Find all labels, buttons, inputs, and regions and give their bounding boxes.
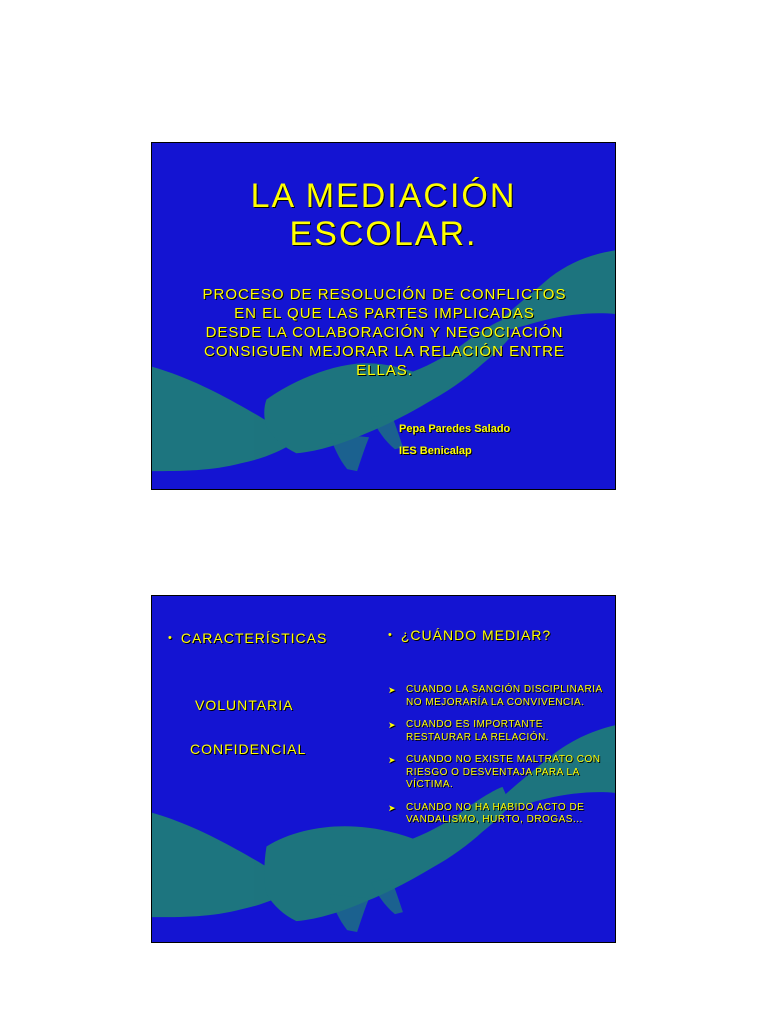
list-item-text: CUANDO LA SANCIÓN DISCIPLINARIA NO MEJORARÍA LA CONVIVENCIA. (406, 684, 603, 708)
list-item-text: CUANDO ES IMPORTANTE RESTAURAR LA RELACIÓN. (406, 719, 550, 743)
when-to-mediate-heading (388, 627, 551, 643)
list-item (388, 719, 603, 744)
bullet-dot-icon: • (388, 629, 393, 641)
list-item (388, 684, 603, 709)
subtitle-line: PROCESO DE RESOLUCIÓN DE CONFLICTOS (202, 286, 567, 303)
characteristic-item: CONFIDENCIAL (190, 741, 307, 757)
arrow-right-icon: ➤ (388, 720, 397, 730)
arrow-right-icon: ➤ (388, 802, 397, 813)
title-line-1: LA MEDIACIÓN (250, 177, 517, 215)
characteristics-heading-text: CARACTERÍSTICAS (180, 630, 328, 646)
subtitle-line: DESDE LA COLABORACIÓN Y NEGOCIACIÓN (205, 324, 564, 341)
author-school: IES Benicalap (399, 445, 472, 457)
subtitle-line: EN EL QUE LAS PARTES IMPLICADAS (234, 305, 535, 322)
when-heading-text: ¿CUÁNDO MEDIAR? (400, 627, 552, 643)
author-name: Pepa Paredes Salado (399, 423, 511, 435)
title-line-2: ESCOLAR. (289, 215, 478, 253)
bullet-dot-icon: • (168, 632, 173, 644)
when-to-mediate-list (388, 684, 603, 827)
characteristics-heading (168, 630, 327, 646)
slide-title-page (151, 142, 616, 490)
characteristic-item: VOLUNTARIA (195, 697, 294, 713)
list-item-text: CUANDO NO HA HABIDO ACTO DE VANDALISMO, HURTO, DROGAS... (406, 801, 585, 825)
slide-subtitle (172, 285, 597, 380)
arrow-right-icon: ➤ (388, 755, 397, 765)
subtitle-line: ELLAS. (356, 362, 413, 379)
subtitle-line: CONSIGUEN MEJORAR LA RELACIÓN ENTRE (204, 343, 565, 360)
slide-characteristics (151, 595, 616, 943)
slide-title (152, 177, 615, 253)
list-item (388, 754, 603, 792)
list-item-text: CUANDO NO EXISTE MALTRATO CON RIESGO O DESVENTAJA PARA LA VÍCTIMA. (406, 754, 601, 790)
list-item (388, 802, 603, 827)
arrow-right-icon: ➤ (388, 685, 397, 695)
